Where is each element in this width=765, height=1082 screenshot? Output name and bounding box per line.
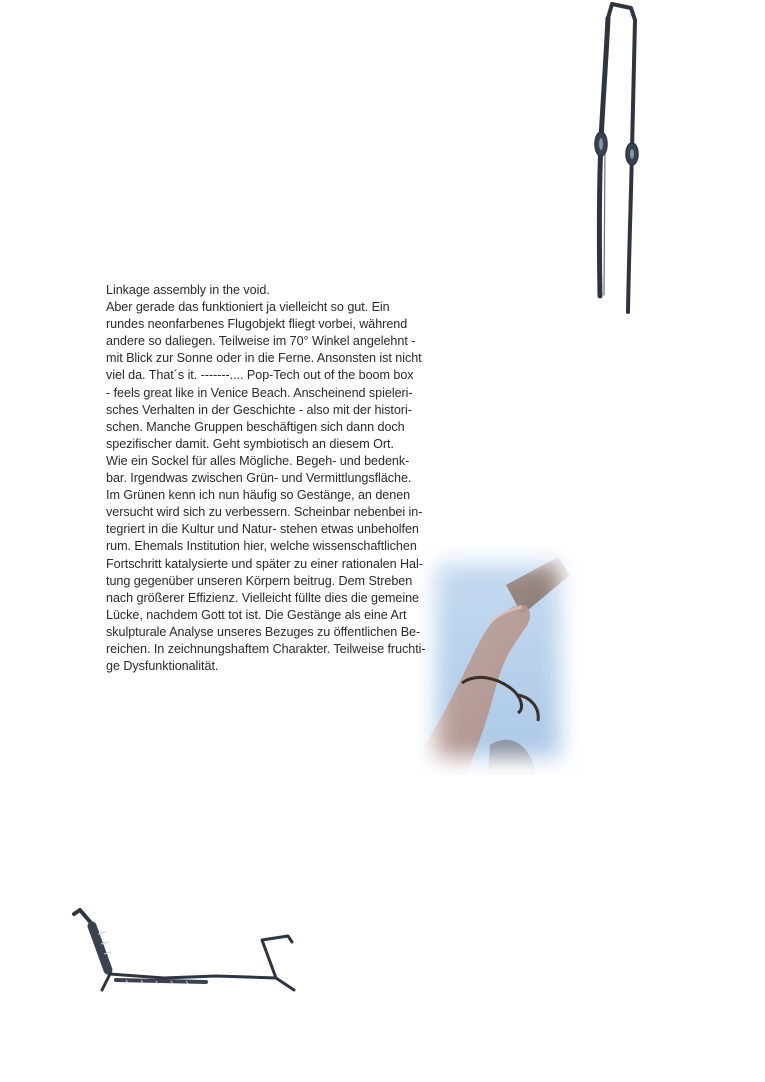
hanging-rings-sketch-icon [585, 0, 655, 320]
text-line: skulpturale Analyse unseres Bezuges zu öffentlichen Be- [106, 624, 421, 639]
text-line: mit Blick zur Sonne oder in die Ferne. Ansonsten ist nicht [106, 351, 422, 366]
text-line: Im Grünen kenn ich nun häufig so Gestänge, an denen [106, 488, 411, 503]
text-line: sches Verhalten in der Geschichte - also mit der histori- [106, 402, 412, 417]
text-line: rundes neonfarbenes Flugobjekt fliegt vorbei, während [106, 317, 408, 332]
text-line: versucht wird sich zu verbessern. Scheinbar nebenbei in- [106, 505, 423, 520]
text-line: Lücke, nachdem Gott tot ist. Die Gestänge als eine Art [106, 607, 407, 622]
text-line: Wie ein Sockel für alles Mögliche. Begeh- und bedenk- [106, 453, 410, 468]
text-line: nach größerer Effizienz. Vielleicht füllte dies die gemeine [106, 590, 420, 605]
text-line: tegriert in die Kultur und Natur- stehen etwas unbeholfen [106, 522, 419, 537]
bench-frame-sketch-icon [66, 900, 306, 1000]
text-line: ge Dysfunktionalität. [106, 659, 219, 674]
text-line: tung gegenüber unseren Körpern beitrug. Dem Streben [106, 573, 413, 588]
text-line: andere so daliegen. Teilweise im 70° Winkel angelehnt - [106, 334, 416, 349]
body-text [106, 282, 478, 675]
text-line: Fortschritt katalysierte und später zu einer rationalen Hal- [106, 556, 423, 571]
text-line: viel da. That´s it. -------.... Pop-Tech out of the boom box [106, 368, 414, 383]
text-line: rum. Ehemals Institution hier, welche wissenschaftlichen [106, 539, 417, 554]
text-line: bar. Irgendwas zwischen Grün- und Vermittlungsfläche. [106, 471, 412, 486]
text-line: spezifischer damit. Geht symbiotisch an diesem Ort. [106, 436, 394, 451]
text-line: reichen. In zeichnungshaftem Charakter. Teilweise fruchti- [106, 641, 426, 656]
text-line: schen. Manche Gruppen beschäftigen sich dann doch [106, 419, 405, 434]
text-line: Aber gerade das funktioniert ja vielleicht so gut. Ein [106, 300, 390, 315]
text-line: Linkage assembly in the void. [106, 283, 270, 297]
text-line: - feels great like in Venice Beach. Anscheinend spieleri- [106, 385, 413, 400]
